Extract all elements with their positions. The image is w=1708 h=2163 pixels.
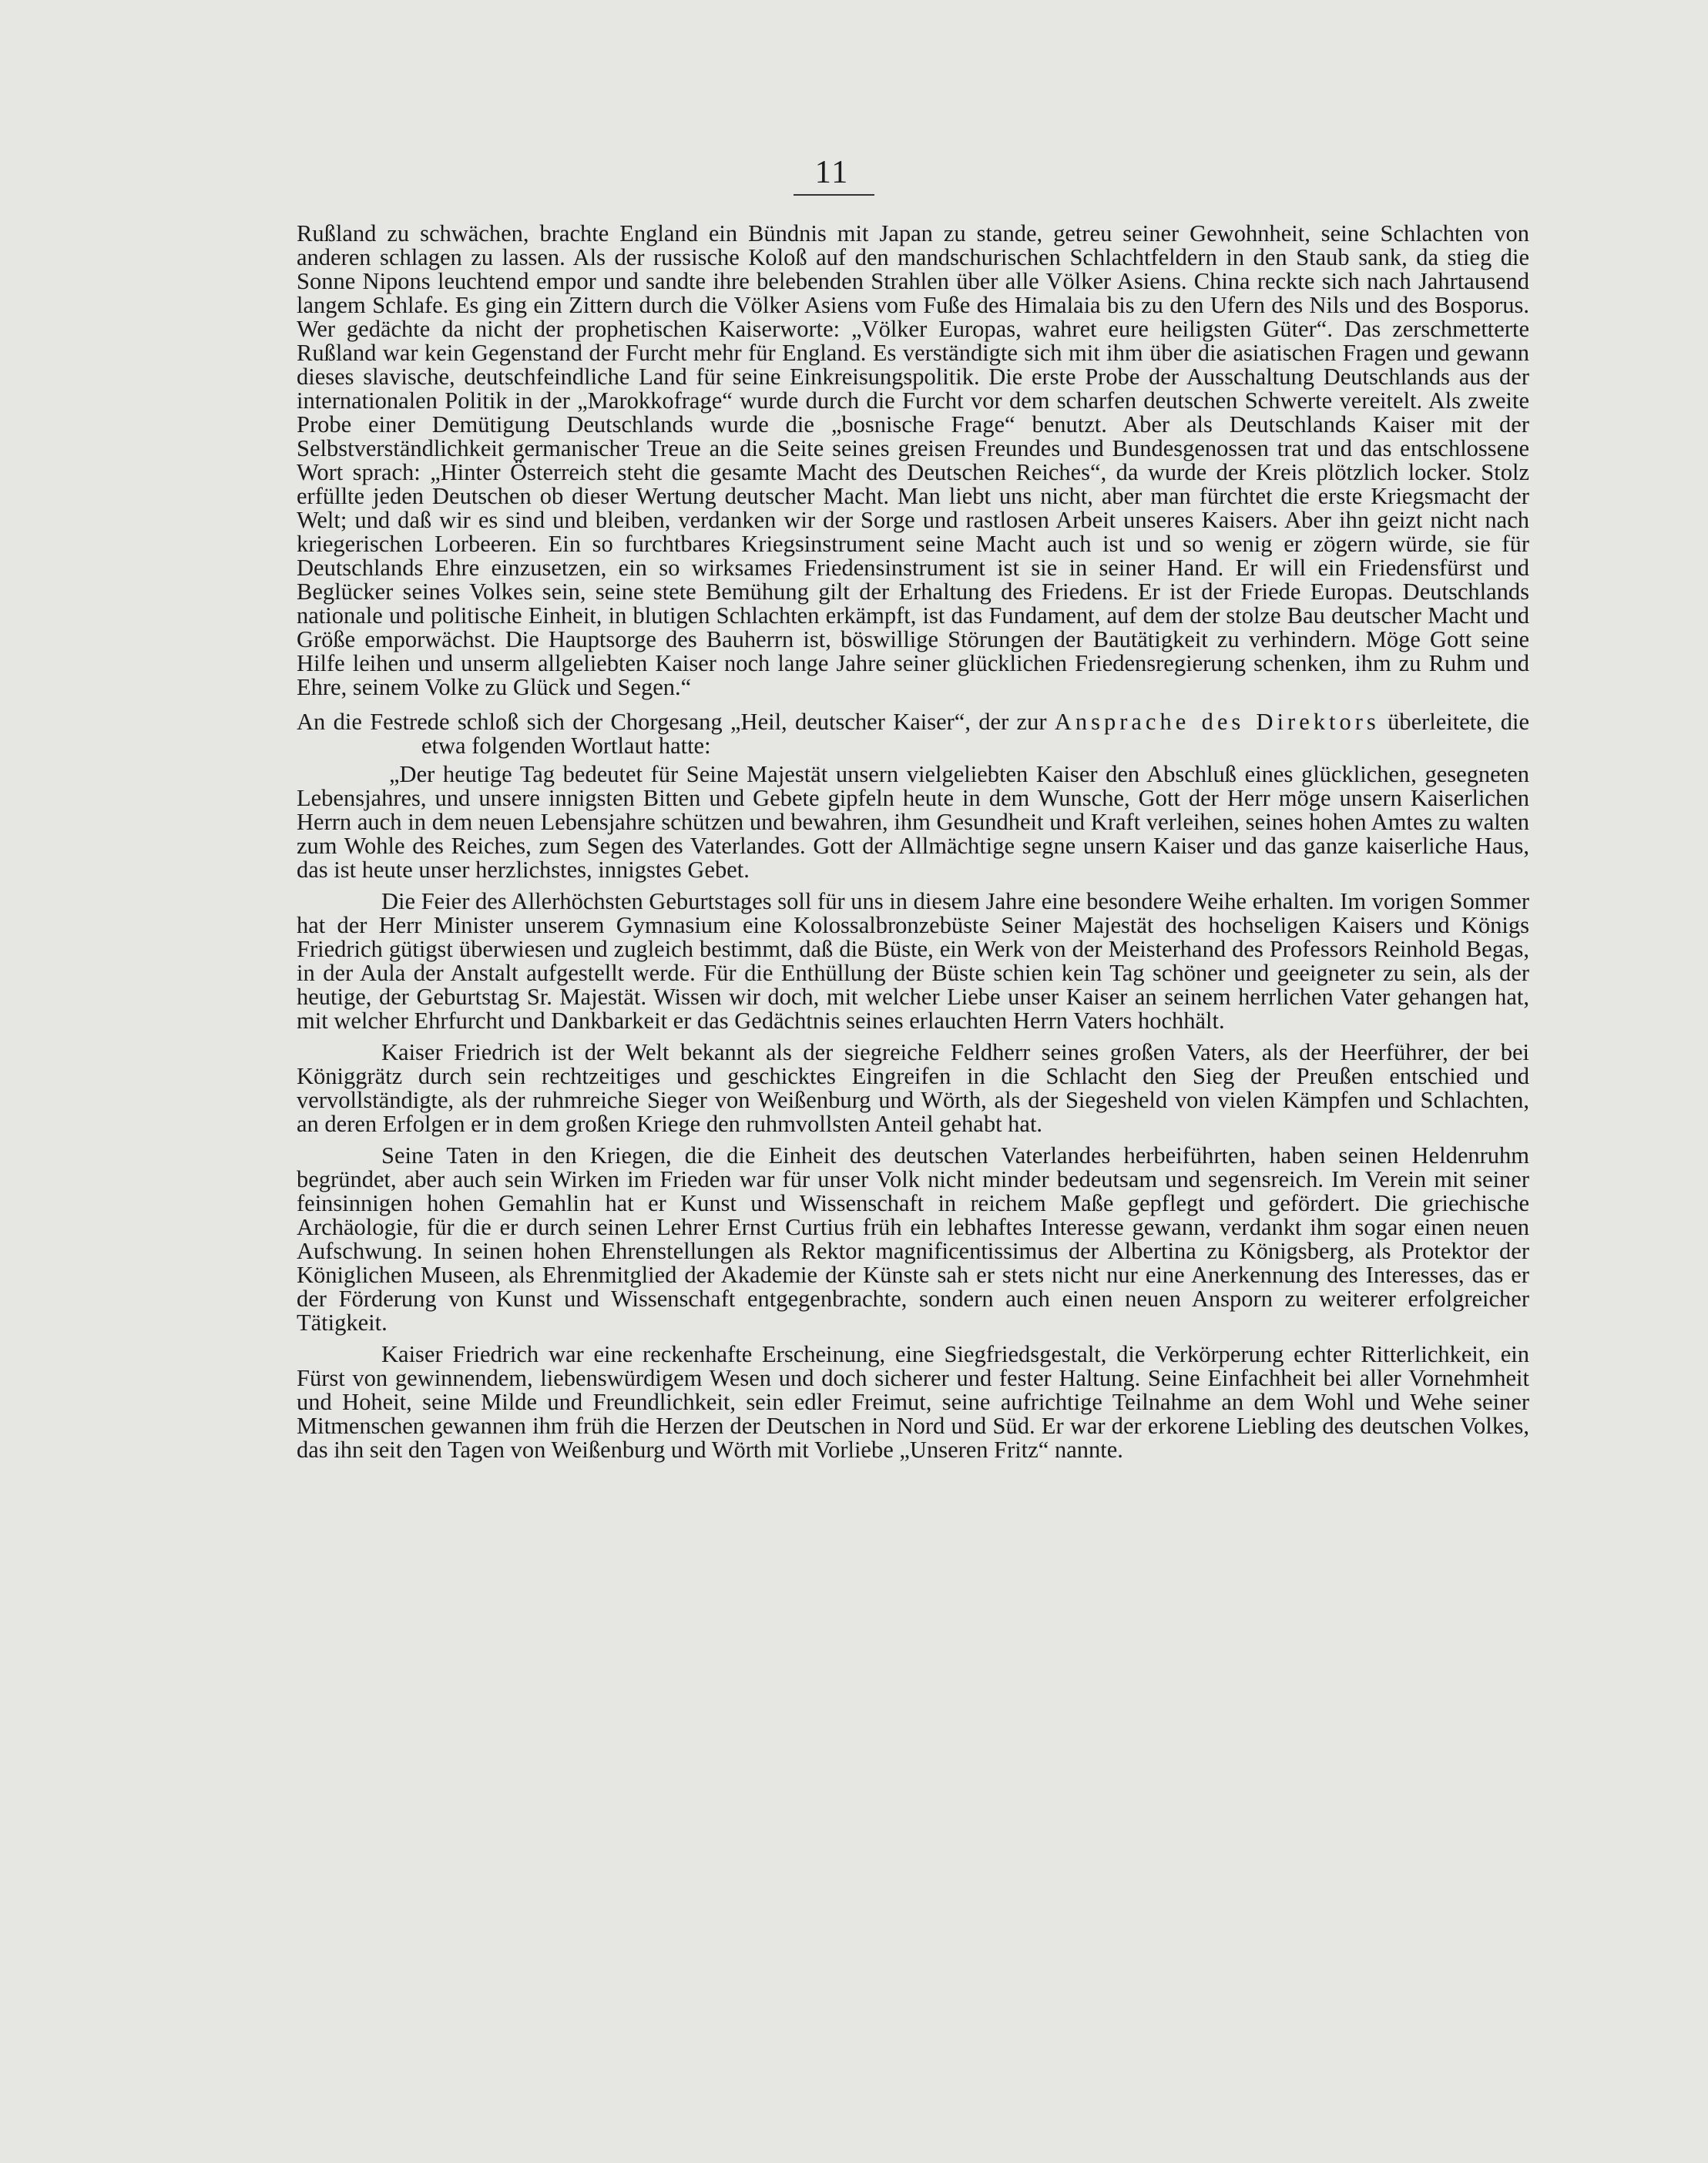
paragraph-4: Die Feier des Allerhöchsten Geburtstages soll für uns in diesem Jahre eine besondere Weihe erhalten. Im vorigen Sommer hat der Herr Minister unserem Gymnasium eine Kolossalbronzebüste Seiner Majestät des hochseligen Kaisers und Königs Friedrich gütigst überwiesen und zugleich bestimmt, daß die Büste, ein Werk von der Meisterhand des Professors Reinhold Begas, in der Aula der Anstalt aufgestellt werde. Für die Enthüllung der Büste schien kein Tag schöner und geeigneter zu sein, als der heutige, der Geburtstag Sr. Majestät. Wissen wir doch, mit welcher Liebe unser Kaiser an seinem herrlichen Vater gehangen hat, mit welcher Ehrfurcht und Dankbarkeit er das Gedächtnis seines erlauchten Herrn Vaters hochhält.	[297, 888, 1529, 1034]
paragraph-2-tail: überleitete, die etwa folgenden Wortlaut hatte:	[421, 709, 1529, 759]
page-number-rule	[794, 194, 874, 196]
paragraph-7: Kaiser Friedrich war eine reckenhafte Erscheinung, eine Siegfriedsgestalt, die Verkörperung echter Ritterlichkeit, ein Fürst von gewinnendem, liebenswürdigem Wesen und doch sicherer und fester Haltung. Seine Einfachheit bei aller Vornehmheit und Hoheit, seine Milde und Freundlichkeit, sein edler Freimut, seine aufrichtige Teilnahme an dem Wohl und Wehe seiner Mitmenschen gewannen ihm früh die Herzen der Deutschen in Nord und Süd. Er war der erkorene Liebling des deutschen Volkes, das ihn seit den Tagen von Weißenburg und Wörth mit Vorliebe „Unseren Fritz“ nannte.	[297, 1341, 1529, 1463]
speech-block	[297, 763, 1529, 1462]
paragraph-5: Kaiser Friedrich ist der Welt bekannt als der siegreiche Feldherr seines großen Vaters, als der Heerführer, der bei Königgrätz durch sein rechtzeitiges und geschicktes Eingreifen in die Schlacht den Sieg der Preußen entschied und vervollständigte, als der ruhmreiche Sieger von Weißenburg und Wörth, als der Siegesheld von vielen Kämpfen und Schlachten, an deren Erfolgen er in dem großen Kriege den ruhmvollsten Anteil gehabt hat.	[297, 1039, 1529, 1137]
paragraph-1: Rußland zu schwächen, brachte England ein Bündnis mit Japan zu stande, getreu seiner Gewohnheit, seine Schlachten von anderen schlagen zu lassen. Als der russische Koloß auf den mandschurischen Schlachtfeldern in den Staub sank, da stieg die Sonne Nipons leuchtend empor und sandte ihre belebenden Strahlen über alle Völker Asiens. China reckte sich nach Jahrtausend langem Schlafe. Es ging ein Zittern durch die Völker Asiens vom Fuße des Himalaia bis zu den Ufern des Nils und des Bosporus. Wer gedächte da nicht der prophetischen Kaiserworte: „Völker Europas, wahret eure heiligsten Güter“. Das zerschmetterte Rußland war kein Gegenstand der Furcht mehr für England. Es verständigte sich mit ihm über die asiatischen Fragen und gewann dieses slavische, deutschfeindliche Land für seine Einkreisungspolitik. Die erste Probe der Ausschaltung Deutschlands aus der internationalen Politik in der „Marokkofrage“ wurde durch die Furcht vor dem scharfen deutschen Schwerte vereitelt. Als zweite Probe einer Demütigung Deutschlands wurde die „bosnische Frage“ benutzt. Aber als Deutschlands Kaiser mit der Selbstverständlichkeit germanischer Treue an die Seite seines greisen Freundes und Bundesgenossen trat und das entschlossene Wort sprach: „Hinter Österreich steht die gesamte Macht des Deutschen Reiches“, da wurde der Kreis plötzlich locker. Stolz erfüllte jeden Deutschen ob dieser Wertung deutscher Macht. Man liebt uns nicht, aber man fürchtet die erste Kriegsmacht der Welt; und daß wir es sind und bleiben, verdanken wir der Sorge und rastlosen Arbeit unseres Kaisers. Aber ihn geizt nicht nach kriegerischen Lorbeeren. Ein so furchtbares Kriegsinstrument seine Macht auch ist und so wenig er zögern würde, sie für Deutschlands Ehre einzusetzen, ein so wirksames Friedensinstrument ist sie in seiner Hand. Er will ein Friedensfürst und Beglücker seines Volkes sein, seine stete Bemühung gilt der Erhaltung des Friedens. Er ist der Friede Europas. Deutschlands nationale und politische Einheit, in blutigen Schlachten erkämpft, ist das Fundament, auf dem der stolze Bau deutscher Macht und Größe emporwächst. Die Hauptsorge des Bauherrn ist, böswillige Störungen der Bautätigkeit zu verhindern. Möge Gott seine Hilfe leihen und unserm allgeliebten Kaiser noch lange Jahre seiner glücklichen Friedensregierung schenken, ihm zu Ruhm und Ehre, seinem Volke zu Glück und Segen.“	[297, 220, 1529, 700]
paragraph-6: Seine Taten in den Kriegen, die die Einheit des deutschen Vaterlandes herbeiführten, haben seinen Heldenruhm begründet, aber auch sein Wirken im Frieden war für unser Volk nicht minder bedeutsam und segensreich. Im Verein mit seiner feinsinnigen hohen Gemahlin hat er Kunst und Wissenschaft in reichem Maße gepflegt und gefördert. Die griechische Archäologie, für die er durch seinen Lehrer Ernst Curtius früh ein lebhaftes Interesse gewann, verdankt ihm sogar einen neuen Aufschwung. In seinen hohen Ehrenstellungen als Rektor magnificentissimus der Albertina zu Königsberg, als Protektor der Königlichen Museen, als Ehrenmitglied der Akademie der Künste sah er stets nicht nur eine Anerkennung des Interesses, das er der Förderung von Kunst und Wissenschaft entgegenbrachte, sondern auch einen neuen Ansporn zu weiterer erfolgreicher Tätigkeit.	[297, 1142, 1529, 1336]
paragraph-3: „Der heutige Tag bedeutet für Seine Majestät unsern vielgeliebten Kaiser den Abschluß eines glücklichen, gesegneten Lebensjahres, und unsere innigsten Bitten und Gebete gipfeln heute in dem Wunsche, Gott der Herr möge unsern Kaiserlichen Herrn auch in dem neuen Lebensjahre schützen und bewahren, ihm Gesundheit und Kraft verleihen, seines hohen Amtes zu walten zum Wohle des Reiches, zum Segen des Vaterlandes. Gott der Allmächtige segne unsern Kaiser und das ganze kaiserliche Haus, das ist heute unser herzlichstes, innigstes Gebet.	[297, 761, 1529, 883]
body-text	[297, 222, 1529, 1462]
page-number: 11	[814, 155, 850, 190]
paragraph-2-lead: An die Festrede schloß sich der Chorgesang „Heil, deutscher Kaiser“, der zur	[297, 709, 1055, 735]
paragraph-2-emphasis: Ansprache des Direktors	[1054, 709, 1380, 735]
paragraph-2	[297, 710, 1529, 758]
